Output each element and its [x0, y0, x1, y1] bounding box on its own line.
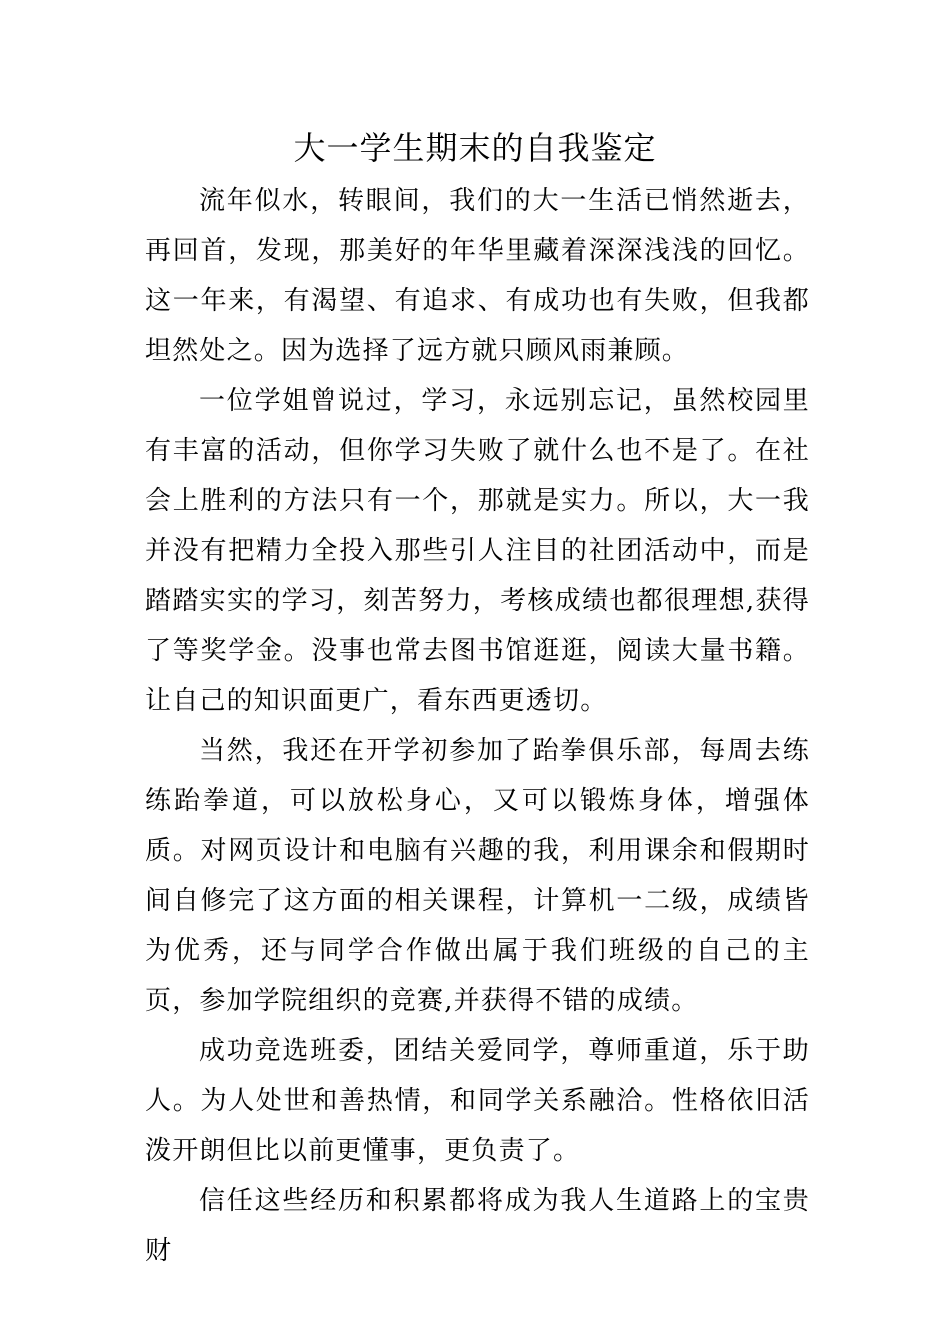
paragraph-1: 流年似水，转眼间，我们的大一生活已悄然逝去，再回首，发现，那美好的年华里藏着深深浅浅的回忆。这一年来，有渴望、有追求、有成功也有失败，但我都坦然处之。因为选择了远方就只顾风雨兼顾。	[145, 186, 810, 366]
paragraph-3: 当然，我还在开学初参加了跆拳俱乐部，每周去练练跆拳道，可以放松身心，又可以锻炼身体，增强体质。对网页设计和电脑有兴趣的我，利用课余和假期时间自修完了这方面的相关课程，计算机一二级，成绩皆为优秀，还与同学合作做出属于我们班级的自己的主页，参加学院组织的竞赛,并获得不错的成绩。	[145, 736, 810, 1016]
paragraph-5: 信任这些经历和积累都将成为我人生道路上的宝贵财	[145, 1186, 810, 1266]
paragraph-4: 成功竞选班委，团结关爱同学，尊师重道，乐于助人。为人处世和善热情，和同学关系融洽。性格依旧活泼开朗但比以前更懂事，更负责了。	[145, 1036, 810, 1166]
paragraph-2: 一位学姐曾说过，学习，永远别忘记，虽然校园里有丰富的活动，但你学习失败了就什么也不是了。在社会上胜利的方法只有一个，那就是实力。所以，大一我并没有把精力全投入那些引人注目的社团活动中，而是踏踏实实的学习，刻苦努力，考核成绩也都很理想,获得了等奖学金。没事也常去图书馆逛逛，阅读大量书籍。让自己的知识面更广，看东西更透切。	[145, 386, 810, 716]
page-title: 大一学生期末的自我鉴定	[293, 129, 657, 167]
document-body	[145, 176, 810, 1276]
